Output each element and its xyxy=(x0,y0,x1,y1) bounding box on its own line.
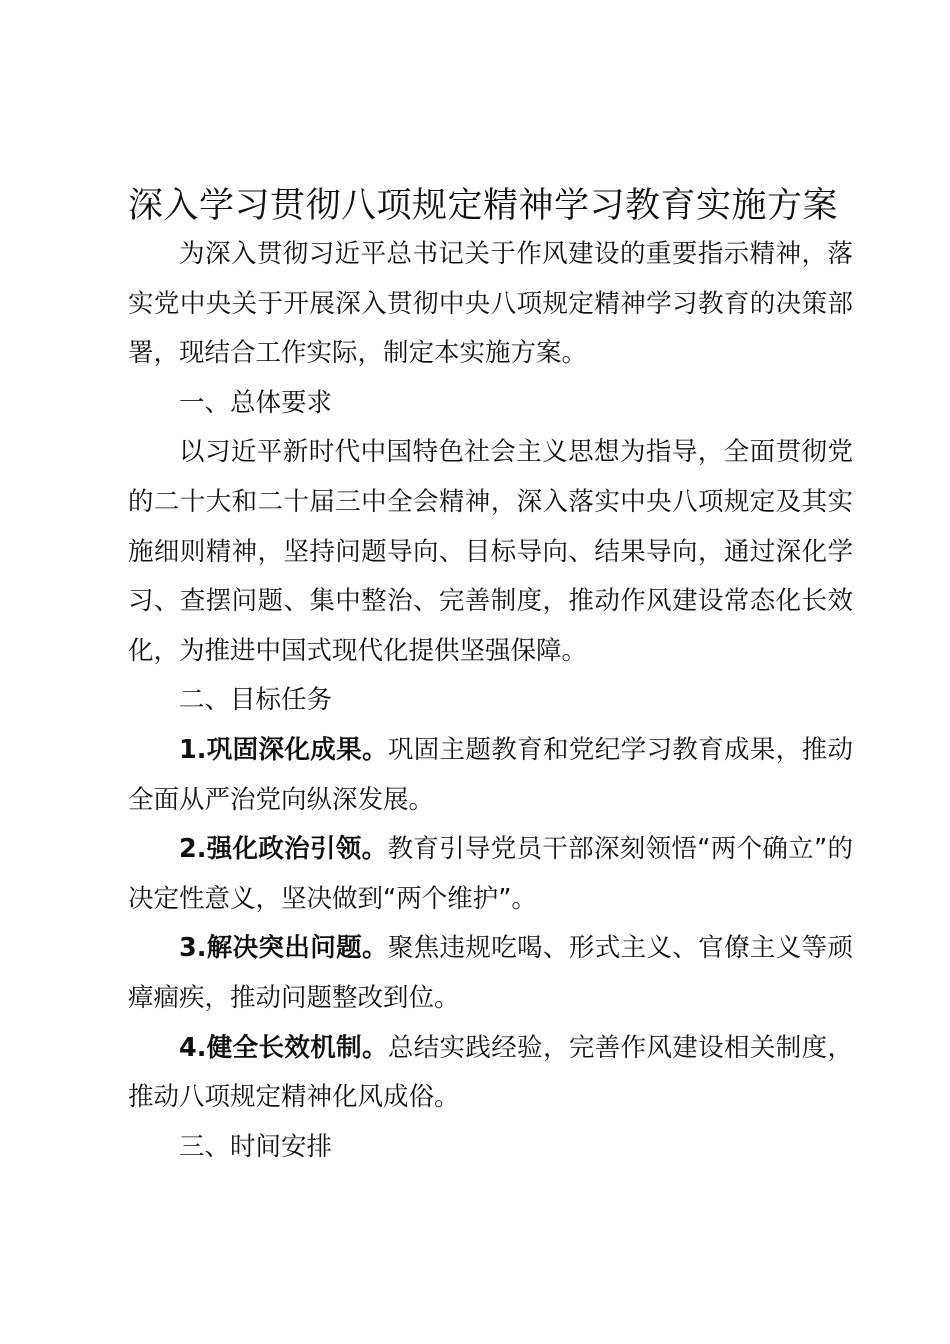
task-item-2-lead: 2.强化政治引领。 xyxy=(179,834,388,865)
task-item-2 xyxy=(128,825,853,924)
document-title: 深入学习贯彻八项规定精神学习教育实施方案 xyxy=(128,186,839,226)
task-item-1 xyxy=(128,726,853,825)
task-item-3 xyxy=(128,924,853,1023)
section-heading-goals-tasks: 二、目标任务 xyxy=(179,685,333,716)
document-body xyxy=(128,230,853,1172)
section-heading-schedule: 三、时间安排 xyxy=(179,1131,333,1162)
task-item-1-text: 巩固主题教育和党纪学习教育成果，推动全面从严治党向纵深发展。 xyxy=(128,734,853,815)
general-requirements-paragraph: 以习近平新时代中国特色社会主义思想为指导，全面贯彻党的二十大和二十届三中全会精神，深入落实中央八项规定及其实施细则精神，坚持问题导向、目标导向、结果导向，通过深化学习、查摆问题、集中整治、完善制度，推动作风建设常态化长效化，为推进中国式现代化提供坚强保障。 xyxy=(128,437,853,666)
task-item-4-text: 总结实践经验，完善作风建设相关制度，推动八项规定精神化风成俗。 xyxy=(128,1032,853,1113)
task-item-3-lead: 3.解决突出问题。 xyxy=(179,933,388,964)
task-item-2-text: 教育引导党员干部深刻领悟“两个确立”的决定性意义，坚决做到“两个维护”。 xyxy=(128,834,853,914)
task-item-3-text: 聚焦违规吃喝、形式主义、官僚主义等顽瘴痼疾，推动问题整改到位。 xyxy=(128,933,853,1013)
section-heading-general-requirements: 一、总体要求 xyxy=(179,387,333,418)
task-item-1-lead: 1.巩固深化成果。 xyxy=(179,734,388,765)
task-item-4 xyxy=(128,1024,853,1123)
task-item-4-lead: 4.健全长效机制。 xyxy=(179,1032,388,1063)
intro-paragraph: 为深入贯彻习近平总书记关于作风建设的重要指示精神，落实党中央关于开展深入贯彻中央八项规定精神学习教育的决策部署，现结合工作实际，制定本实施方案。 xyxy=(128,239,853,369)
